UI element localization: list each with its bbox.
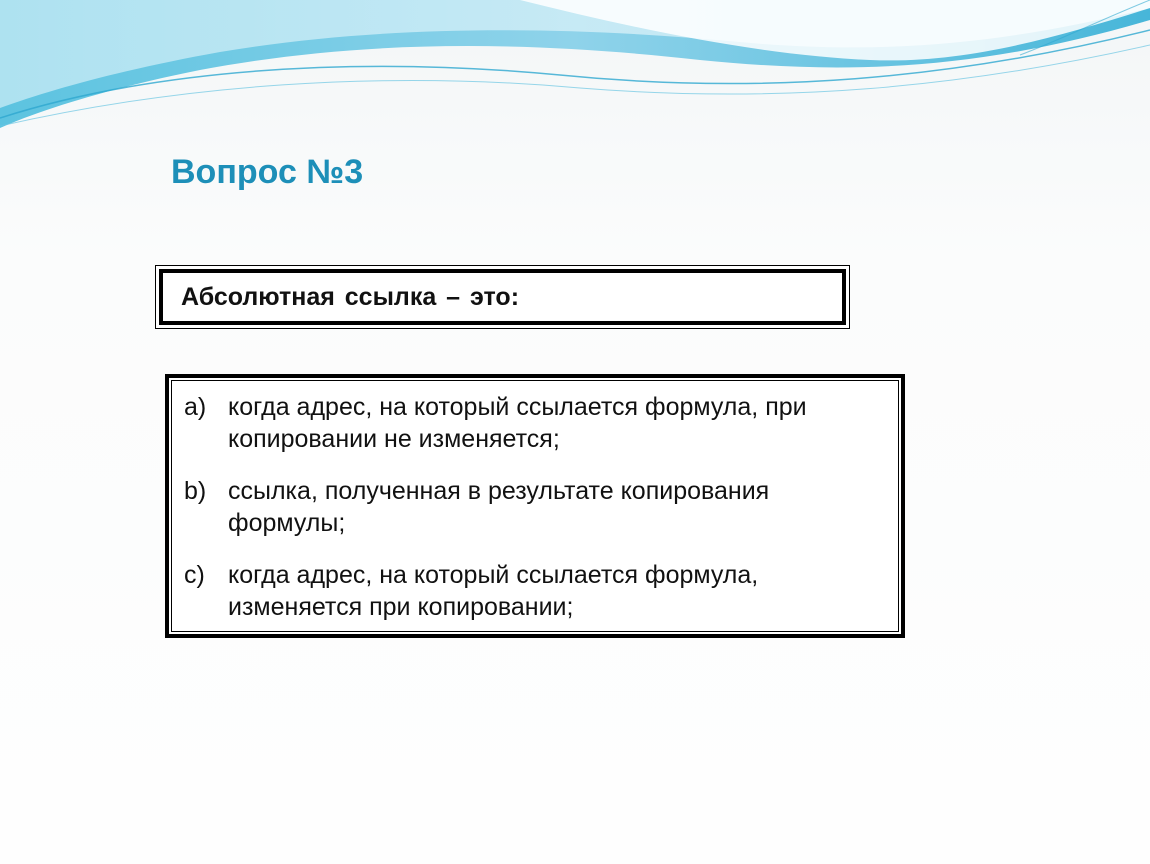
answers-frame — [171, 380, 899, 632]
answer-marker: b) — [184, 477, 207, 505]
answer-marker: a) — [184, 393, 207, 421]
answer-text: когда адрес, на который ссылается формула, изменяется при копировании; — [228, 561, 759, 621]
question-box — [155, 265, 850, 329]
question-text: Абсолютная ссылка – это: — [181, 282, 520, 311]
answer-marker: c) — [184, 561, 205, 589]
question-frame — [159, 269, 846, 325]
answer-text: ссылка, полученная в результате копирования формулы; — [228, 477, 770, 537]
answer-text: когда адрес, на который ссылается формула, при копировании не изменяется; — [228, 393, 807, 453]
decorative-wave-header — [0, 0, 1150, 140]
answers-box — [165, 374, 905, 638]
answer-option-c[interactable] — [184, 559, 888, 623]
answer-option-b[interactable] — [184, 475, 888, 539]
slide-title: Вопрос №3 — [171, 153, 364, 191]
answer-option-a[interactable] — [184, 391, 888, 455]
